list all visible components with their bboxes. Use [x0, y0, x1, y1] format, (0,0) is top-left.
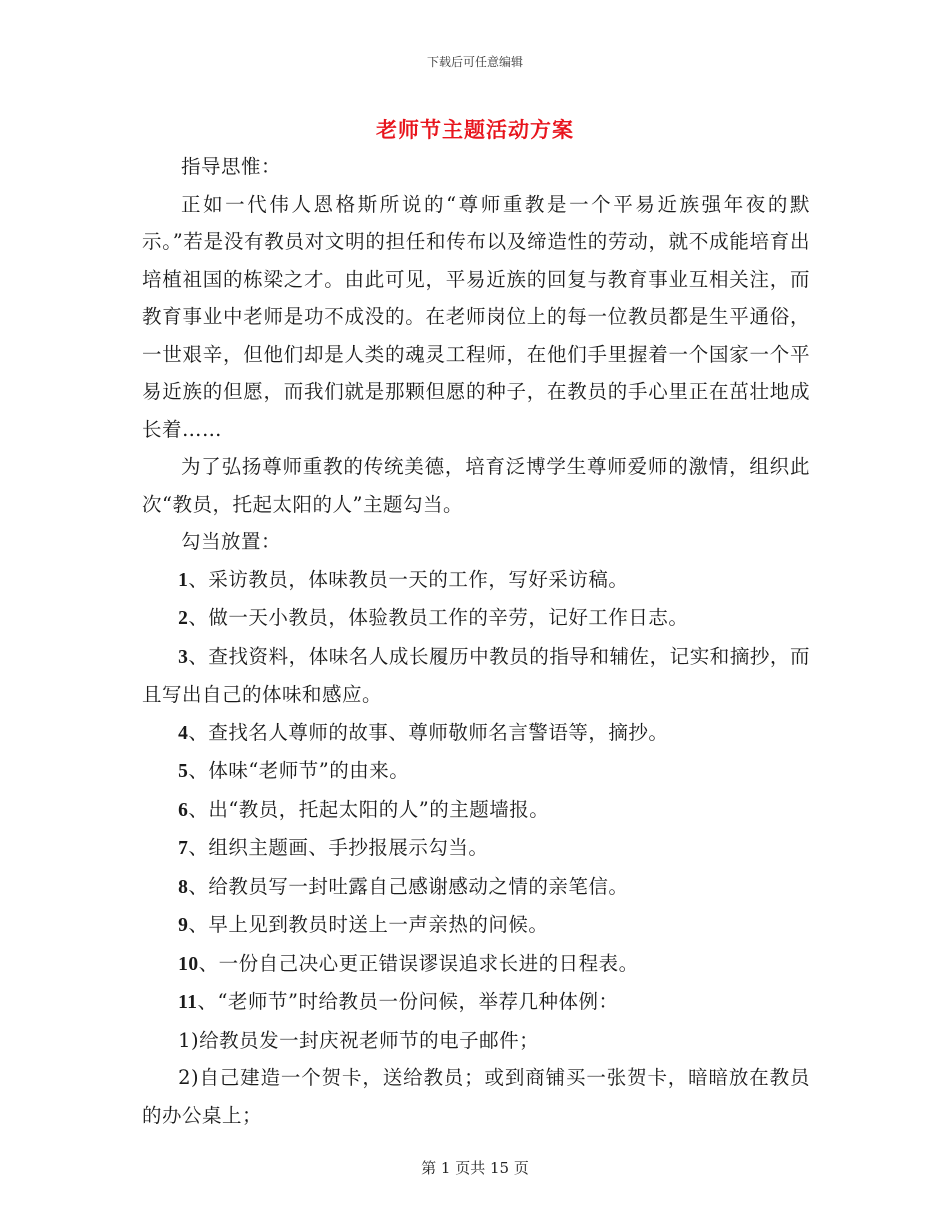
list-item	[142, 868, 810, 907]
list-item-text: 、出“教员，托起太阳的人”的主题墙报。	[188, 797, 550, 821]
sub-list-item-text: 给教员发一封庆祝老师节的电子邮件；	[199, 1028, 540, 1052]
list-item-number: 2	[178, 608, 189, 629]
guide-heading: 指导思惟：	[181, 155, 282, 178]
sub-list-item	[142, 1022, 810, 1060]
list-item-text: 、采访教员，体味教员一天的工作，写好采访稿。	[188, 567, 629, 591]
list-item-text: 、早上见到教员时送上一声亲热的问候。	[188, 913, 549, 936]
list-item-text: 、“老师节”时给教员一份问候，举荐几种体例：	[197, 990, 619, 1013]
list-item	[142, 983, 810, 1022]
list-item-number: 9	[178, 915, 189, 936]
list-item-number: 1	[178, 569, 189, 591]
list-item-text: 、做一天小教员，体验教员工作的辛劳，记好工作日志。	[188, 606, 689, 629]
sub-list-item-label: 2)	[178, 1066, 200, 1089]
sub-list-item	[142, 1059, 810, 1134]
list-item	[142, 829, 810, 868]
list-item-number: 5	[178, 761, 189, 782]
list-item	[142, 561, 810, 600]
list-item	[142, 638, 810, 714]
list-item-number: 3	[178, 646, 189, 668]
sub-list-item-label: 1)	[178, 1028, 200, 1052]
document-body	[142, 148, 810, 1134]
arrangement-heading: 勾当放置：	[181, 530, 282, 553]
list-item-text: 、给教员写一封吐露自己感谢感动之情的亲笔信。	[188, 874, 629, 898]
page-footer: 第 1 页共 15 页	[421, 1159, 529, 1177]
list-item-number: 6	[178, 799, 189, 821]
page-header: 下载后可任意编辑	[426, 55, 523, 69]
list-item	[142, 714, 810, 753]
list-item	[142, 906, 810, 945]
list-item-number: 10	[178, 953, 199, 975]
list-item-text: 、查找名人尊师的故事、尊师敬师名言警语等，摘抄。	[188, 720, 669, 744]
list-item	[142, 599, 810, 638]
list-item-text: 、一份自己决心更正错误谬误追求长进的日程表。	[198, 951, 639, 975]
list-item	[142, 791, 810, 830]
list-item-text: 、体味“老师节”的由来。	[188, 759, 410, 782]
paragraph-intro: 正如一代伟人恩格斯所说的“尊师重教是一个平易近族强年夜的默示。”若是没有教员对文明的担任和传布以及缔造性的劳动，就不成能培育出培植祖国的栋梁之才。由此可见，平易近族的回复与教育事业互相关注，而教育事业中老师是功不成没的。在老师岗位上的每一位教员都是生平通俗，一世艰辛，但他们却是人类的魂灵工程师，在他们手里握着一个国家一个平易近族的但愿，而我们就是那颗但愿的种子，在教员的手心里正在茁壮地成长着……	[142, 192, 810, 441]
list-item-number: 7	[178, 838, 189, 859]
list-item	[142, 752, 810, 791]
document-title: 老师节主题活动方案	[376, 117, 574, 142]
list-item-number: 11	[178, 992, 198, 1013]
list-item-text: 、查找资料，体味名人成长履历中教员的指导和辅佐，记实和摘抄，而且写出自己的体味和感应。	[142, 644, 810, 706]
paragraph-purpose: 为了弘扬尊师重教的传统美德，培育泛博学生尊师爱师的激情，组织此次“教员，托起太阳的人”主题勾当。	[142, 455, 810, 516]
list-item	[142, 945, 810, 984]
list-item-number: 4	[178, 722, 189, 744]
list-item-number: 8	[178, 876, 189, 898]
sub-list-item-text: 自己建造一个贺卡，送给教员；或到商铺买一张贺卡，暗暗放在教员的办公桌上；	[142, 1066, 810, 1127]
list-item-text: 、组织主题画、手抄报展示勾当。	[188, 836, 489, 859]
